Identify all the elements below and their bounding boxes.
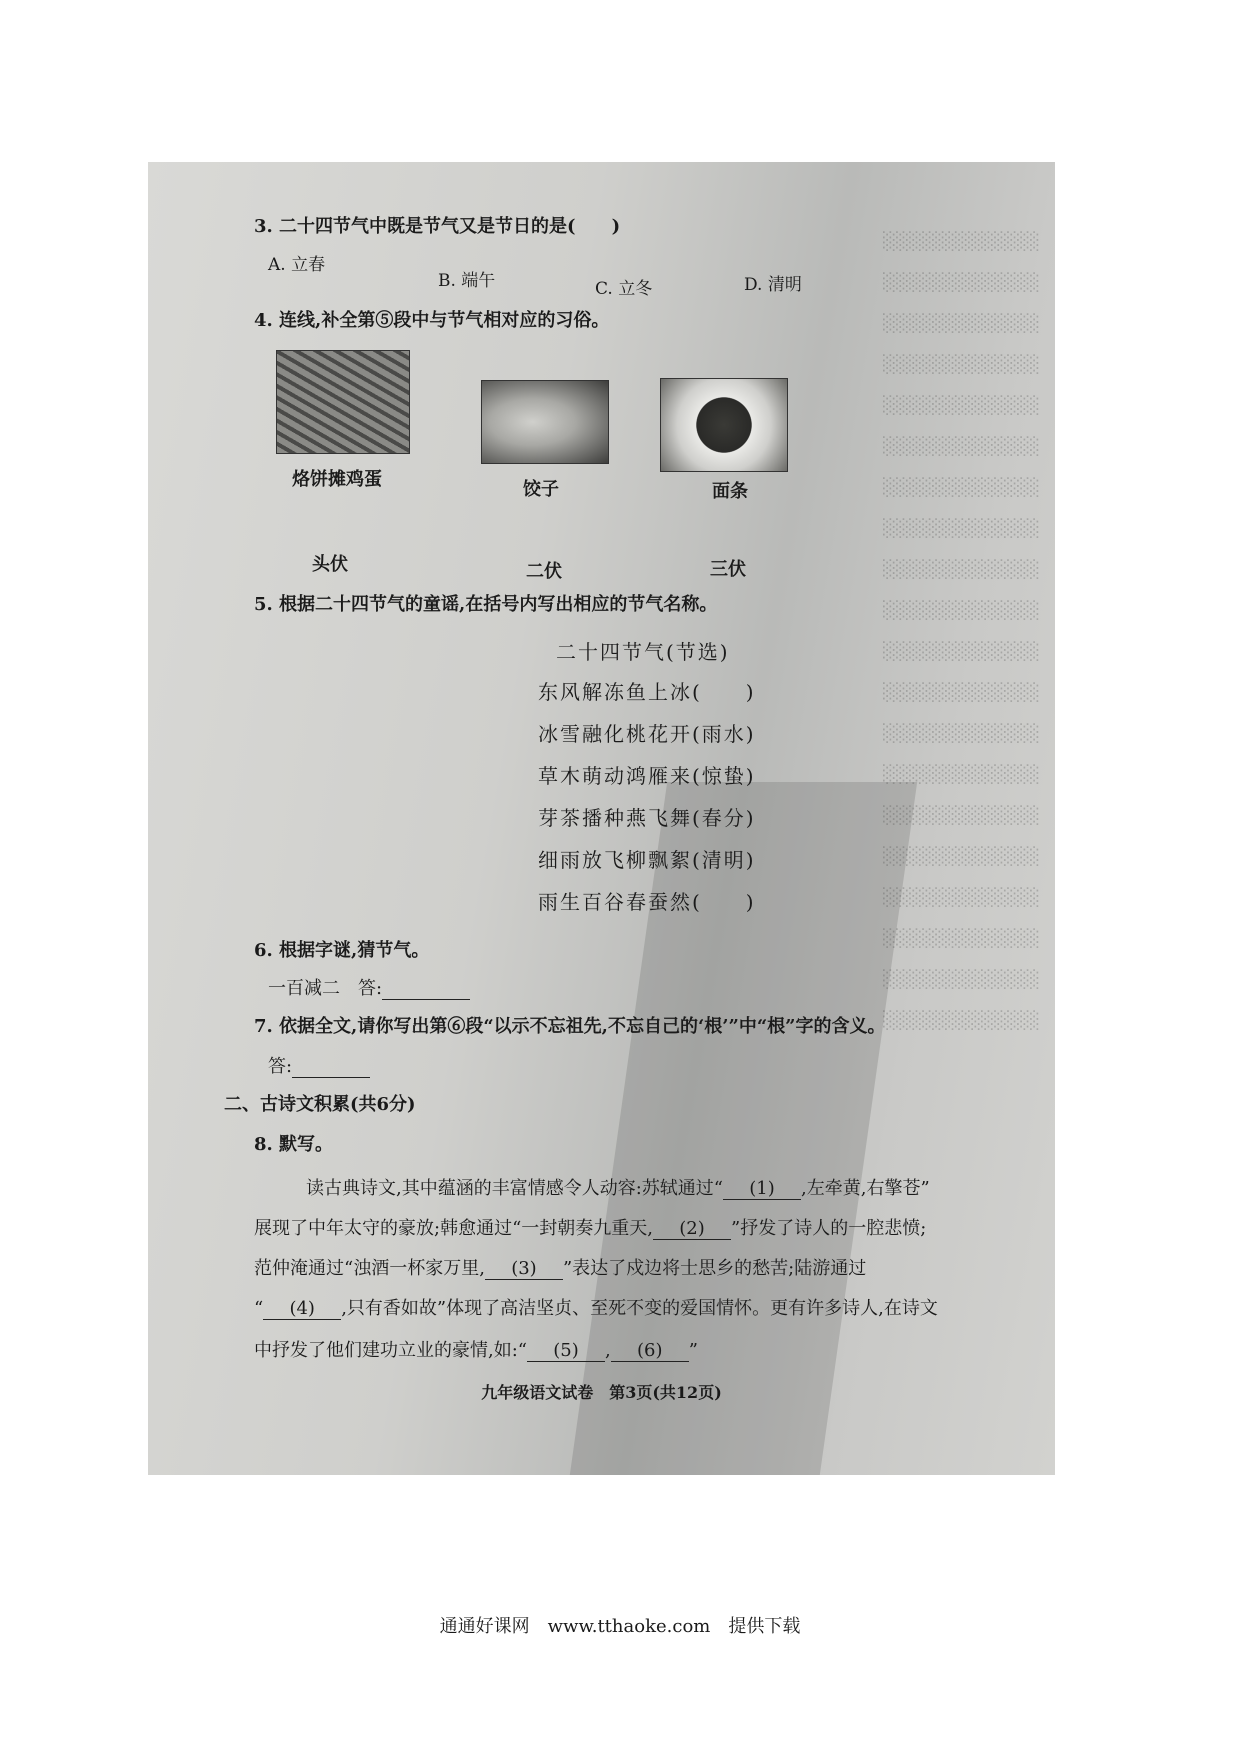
q8-line-2	[254, 1214, 926, 1240]
q8-text: 中抒发了他们建功立业的豪情,如:“	[254, 1340, 527, 1361]
q8-line-1	[306, 1174, 930, 1200]
blank-6[interactable]: (6)	[611, 1340, 689, 1362]
option-a: A. 立春	[268, 255, 326, 275]
q8-text: ”表达了戍边将士思乡的愁苦;陆游通过	[562, 1258, 867, 1279]
question-3-stem: 3. 二十四节气中既是节气又是节日的是( )	[254, 216, 621, 237]
riddle-text: 一百减二 答:	[268, 978, 383, 999]
poem-line: 东风解冻鱼上冰( )	[538, 680, 756, 704]
blank-3[interactable]: (3)	[485, 1258, 563, 1280]
option-b: B. 端午	[438, 271, 496, 291]
q8-text: 读古典诗文,其中蕴涵的丰富情感令人动容:苏轼通过“	[306, 1178, 723, 1199]
noodles-photo	[660, 378, 788, 472]
q7-answer-blank[interactable]	[292, 1056, 370, 1078]
q8-text: “	[254, 1298, 264, 1319]
q8-line-5	[254, 1336, 698, 1362]
q8-text: 展现了中年太守的豪放;韩愈通过“一封朝奏九重天,	[254, 1218, 653, 1239]
riddle-answer-blank[interactable]	[382, 978, 470, 1000]
blank-1[interactable]: (1)	[723, 1178, 801, 1200]
bleed-through-text: ░░░░░░░░░░░░ ░░░░░░░░░░░░ ░░░░░░░░░░░░ ░░░░░░░░░░░░ ░░░░░░░░░░░░ ░░░░░░░░░░░░ ░░░░░░░░░░░░ ░░░░░░░░░░░░ ░░░░░░░░░░░░ ░░░░░░░░░░░░ ░░░░░░░░░░░░ ░░░░░░░░░░░░ ░░░░░░░░░░░░ ░░░░░░░░░░░░ ░░░░░░░░░░░░ ░░░░░░░░░░░░ ░░░░░░░░░░░░ ░░░░░░░░░░░░ ░░░░░░░░░░░░ ░░░░░░░░░░░░	[883, 232, 1040, 1031]
page-number: 九年级语文试卷 第3页(共12页)	[481, 1383, 722, 1402]
question-6-stem: 6. 根据字谜,猜节气。	[254, 940, 430, 961]
option-c: C. 立冬	[595, 279, 653, 299]
question-5-stem: 5. 根据二十四节气的童谣,在括号内写出相应的节气名称。	[254, 594, 718, 615]
food-label-noodles: 面条	[712, 481, 748, 502]
crepe-egg-photo	[276, 350, 410, 454]
q8-line-4	[254, 1294, 938, 1320]
question-8-stem: 8. 默写。	[254, 1134, 334, 1155]
fu-label-third: 三伏	[710, 559, 746, 580]
food-label-dumplings: 饺子	[523, 479, 559, 500]
blank-2[interactable]: (2)	[653, 1218, 731, 1240]
answer-label: 答:	[268, 1056, 293, 1077]
q8-text: ”	[688, 1340, 698, 1361]
food-label-crepe: 烙饼摊鸡蛋	[292, 469, 382, 490]
riddle-line	[268, 974, 470, 1000]
fu-label-first: 头伏	[312, 554, 348, 575]
q8-line-3	[254, 1254, 866, 1280]
q8-text: ”抒发了诗人的一腔悲愤;	[731, 1218, 927, 1239]
site-footer: 通通好课网 www.tthaoke.com 提供下载	[439, 1616, 801, 1637]
poem-line: 芽茶播种燕飞舞(春分)	[538, 806, 756, 830]
dumplings-photo	[481, 380, 609, 464]
q8-text: ,只有香如故”体现了高洁坚贞、至死不变的爱国情怀。更有许多诗人,在诗文	[341, 1298, 938, 1319]
blank-4[interactable]: (4)	[263, 1298, 341, 1320]
q8-text: ,	[605, 1340, 611, 1361]
blank-5[interactable]: (5)	[527, 1340, 605, 1362]
poem-line: 细雨放飞柳飘絮(清明)	[538, 848, 756, 872]
scanned-exam-photo	[148, 162, 1055, 1475]
q8-text: ,左牵黄,右擎苍”	[801, 1178, 930, 1199]
poem-line: 冰雪融化桃花开(雨水)	[538, 722, 756, 746]
option-d: D. 清明	[744, 275, 802, 295]
section-2-title: 二、古诗文积累(共6分)	[224, 1094, 416, 1115]
question-4-stem: 4. 连线,补全第⑤段中与节气相对应的习俗。	[254, 310, 610, 331]
q8-text: 范仲淹通过“浊酒一杯家万里,	[254, 1258, 485, 1279]
poem-title: 二十四节气(节选)	[556, 640, 730, 664]
poem-line: 草木萌动鸿雁来(惊蛰)	[538, 764, 756, 788]
fu-label-second: 二伏	[526, 561, 562, 582]
q7-answer-line	[268, 1052, 370, 1078]
poem-line: 雨生百谷春蚕然( )	[538, 890, 756, 914]
question-7-stem: 7. 依据全文,请你写出第⑥段“以示不忘祖先,不忘自己的‘根’”中“根”字的含义。	[254, 1016, 886, 1037]
